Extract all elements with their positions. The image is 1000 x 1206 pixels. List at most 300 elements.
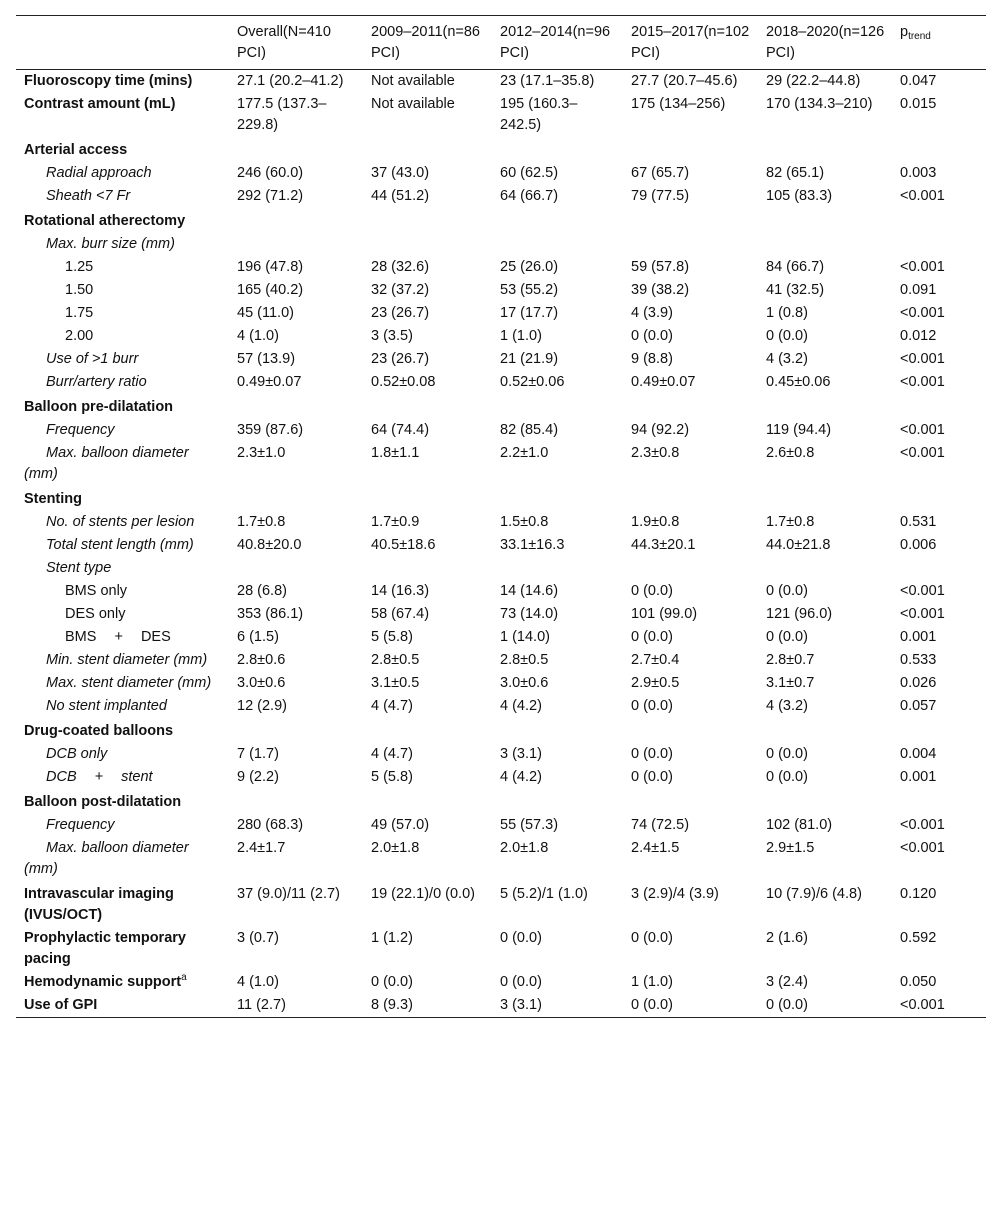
cell-overall: 28 (6.8) xyxy=(237,583,287,599)
cell-p-trend: <0.001 xyxy=(900,445,945,461)
cell-2015-2017: 3 (2.9)/4 (3.9) xyxy=(631,886,719,902)
cell-p-trend: 0.012 xyxy=(900,328,937,344)
cell-2018-2020: 10 (7.9)/6 (4.8) xyxy=(766,886,862,902)
cell-2015-2017: 2.4±1.5 xyxy=(631,840,680,856)
row-label xyxy=(16,718,229,743)
cell-2009-2011: 58 (67.4) xyxy=(371,606,430,622)
cell-2009-2011: 37 (43.0) xyxy=(371,165,430,181)
cell-p-trend: 0.047 xyxy=(900,73,937,89)
cell-p-trend: <0.001 xyxy=(900,351,945,367)
row-label-text: Rotational atherectomy xyxy=(24,213,186,229)
cell-2018-2020: 2 (1.6) xyxy=(766,930,808,946)
p-trend-main: p xyxy=(900,24,909,40)
cell-p-trend: 0.091 xyxy=(900,282,937,298)
cell-2012-2014 xyxy=(492,557,623,580)
cell-2018-2020: 82 (65.1) xyxy=(766,165,825,181)
row-label-text: Frequency xyxy=(46,817,115,833)
cell-2018-2020: 1 (0.8) xyxy=(766,305,808,321)
cell-2012-2014: 33.1±16.3 xyxy=(500,537,565,553)
cell-2012-2014: 25 (26.0) xyxy=(500,259,559,275)
cell-p-trend xyxy=(892,718,986,743)
cell-overall: 3.0±0.6 xyxy=(237,675,286,691)
cell-2015-2017: 9 (8.8) xyxy=(631,351,673,367)
cell-2009-2011: 3.1±0.5 xyxy=(371,675,420,691)
row-label xyxy=(16,580,229,603)
table-row xyxy=(16,442,986,486)
cell-2015-2017: 0 (0.0) xyxy=(631,746,673,762)
cell-2009-2011: 64 (74.4) xyxy=(371,422,430,438)
cell-p-trend xyxy=(892,789,986,814)
cell-2012-2014: 4 (4.2) xyxy=(500,769,542,785)
cell-2012-2014: 14 (14.6) xyxy=(500,583,559,599)
cell-2015-2017: 0 (0.0) xyxy=(631,698,673,714)
table-row xyxy=(16,325,986,348)
cell-overall: 6 (1.5) xyxy=(237,629,279,645)
cell-p-trend: 0.004 xyxy=(900,746,937,762)
cell-p-trend: <0.001 xyxy=(900,583,945,599)
cell-overall xyxy=(229,394,363,419)
cell-2009-2011: 1 (1.2) xyxy=(371,930,413,946)
row-label xyxy=(16,837,229,881)
row-label-text: Sheath <7 Fr xyxy=(46,188,131,204)
table-row xyxy=(16,208,986,233)
row-label-text: BMS only xyxy=(65,583,128,599)
header-cell-p-trend xyxy=(892,16,986,70)
cell-overall: 196 (47.8) xyxy=(237,259,304,275)
cell-2018-2020 xyxy=(758,789,892,814)
row-label-text: No stent implanted xyxy=(46,698,167,714)
cell-p-trend: 0.015 xyxy=(900,96,937,112)
cell-overall xyxy=(229,789,363,814)
row-label xyxy=(16,279,229,302)
row-label-text: 2.00 xyxy=(65,328,94,344)
cell-2009-2011: 2.8±0.5 xyxy=(371,652,420,668)
cell-2012-2014: 60 (62.5) xyxy=(500,165,559,181)
header-cell-2009-2011: 2009–2011(n=86 PCI) xyxy=(371,24,480,61)
table-row xyxy=(16,70,986,94)
cell-2015-2017: 2.3±0.8 xyxy=(631,445,680,461)
row-label xyxy=(16,626,229,649)
cell-2009-2011: 4 (4.7) xyxy=(371,698,413,714)
row-label xyxy=(16,743,229,766)
cell-2009-2011: 1.8±1.1 xyxy=(371,445,420,461)
cell-2015-2017: 0.49±0.07 xyxy=(631,374,696,390)
table-row xyxy=(16,580,986,603)
row-label-text: 1.25 xyxy=(65,259,94,275)
cell-p-trend: 0.006 xyxy=(900,537,937,553)
table-row xyxy=(16,93,986,137)
cell-2012-2014: 3 (3.1) xyxy=(500,746,542,762)
cell-2012-2014: 73 (14.0) xyxy=(500,606,559,622)
cell-2018-2020 xyxy=(758,718,892,743)
cell-2015-2017: 2.9±0.5 xyxy=(631,675,680,691)
table-row xyxy=(16,672,986,695)
row-label xyxy=(16,419,229,442)
cell-p-trend: 0.001 xyxy=(900,629,937,645)
cell-2012-2014: 17 (17.7) xyxy=(500,305,559,321)
cell-2018-2020 xyxy=(758,137,892,162)
cell-2015-2017 xyxy=(623,789,758,814)
cell-overall: 165 (40.2) xyxy=(237,282,304,298)
cell-p-trend: <0.001 xyxy=(900,817,945,833)
row-label xyxy=(16,233,229,256)
cell-2012-2014: 2.0±1.8 xyxy=(500,840,549,856)
cell-p-trend xyxy=(892,557,986,580)
row-label xyxy=(16,208,229,233)
cell-p-trend: <0.001 xyxy=(900,259,945,275)
row-label xyxy=(16,93,229,137)
cell-2012-2014: 3.0±0.6 xyxy=(500,675,549,691)
cell-2012-2014: 5 (5.2)/1 (1.0) xyxy=(500,886,588,902)
row-label-text: Contrast amount (mL) xyxy=(24,96,176,112)
row-label-text: Max. balloon diameter (mm) xyxy=(24,840,189,877)
cell-overall: 0.49±0.07 xyxy=(237,374,302,390)
cell-2018-2020: 0 (0.0) xyxy=(766,629,808,645)
cell-p-trend: <0.001 xyxy=(900,997,945,1013)
row-label-text: Max. burr size (mm) xyxy=(46,236,175,252)
row-label xyxy=(16,185,229,208)
row-label xyxy=(16,256,229,279)
cell-2012-2014 xyxy=(492,789,623,814)
cell-2015-2017: 1 (1.0) xyxy=(631,974,673,990)
cell-2015-2017: 74 (72.5) xyxy=(631,817,690,833)
cell-2018-2020: 41 (32.5) xyxy=(766,282,825,298)
row-label-text: Balloon pre-dilatation xyxy=(24,399,174,415)
cell-p-trend xyxy=(892,137,986,162)
cell-overall: 3 (0.7) xyxy=(237,930,279,946)
cell-overall: 57 (13.9) xyxy=(237,351,296,367)
row-label xyxy=(16,881,229,927)
table-body xyxy=(16,70,986,1018)
header-cell-2018-2020: 2018–2020(n=126 PCI) xyxy=(766,24,885,61)
procedural-characteristics-table xyxy=(16,15,986,1018)
cell-2009-2011: 23 (26.7) xyxy=(371,305,430,321)
cell-2018-2020 xyxy=(758,208,892,233)
table-row xyxy=(16,256,986,279)
cell-2015-2017: 101 (99.0) xyxy=(631,606,698,622)
cell-overall: 2.8±0.6 xyxy=(237,652,286,668)
cell-2009-2011: 14 (16.3) xyxy=(371,583,430,599)
row-label-text: Drug-coated balloons xyxy=(24,723,174,739)
cell-2009-2011 xyxy=(363,486,492,511)
row-label xyxy=(16,971,229,994)
row-label-text: Stent type xyxy=(46,560,112,576)
cell-p-trend: <0.001 xyxy=(900,422,945,438)
row-label-text: Balloon post-dilatation xyxy=(24,794,182,810)
cell-2015-2017: 94 (92.2) xyxy=(631,422,690,438)
cell-2015-2017 xyxy=(623,208,758,233)
cell-2018-2020: 2.6±0.8 xyxy=(766,445,815,461)
cell-2009-2011 xyxy=(363,718,492,743)
cell-2018-2020: 3 (2.4) xyxy=(766,974,808,990)
header-row xyxy=(16,16,986,70)
cell-2018-2020: 121 (96.0) xyxy=(766,606,833,622)
cell-2012-2014: 2.8±0.5 xyxy=(500,652,549,668)
cell-2012-2014: 1.5±0.8 xyxy=(500,514,549,530)
row-label-text: Hemodynamic support xyxy=(24,974,182,990)
cell-2015-2017: 0 (0.0) xyxy=(631,629,673,645)
cell-overall: 4 (1.0) xyxy=(237,328,279,344)
cell-2018-2020: 170 (134.3–210) xyxy=(766,96,873,112)
cell-2012-2014: 2.2±1.0 xyxy=(500,445,549,461)
cell-2015-2017 xyxy=(623,557,758,580)
cell-2012-2014: 0 (0.0) xyxy=(500,930,542,946)
header-cell-2012-2014: 2012–2014(n=96 PCI) xyxy=(500,24,611,61)
row-label xyxy=(16,371,229,394)
cell-2018-2020: 3.1±0.7 xyxy=(766,675,815,691)
row-label xyxy=(16,994,229,1018)
cell-2012-2014 xyxy=(492,137,623,162)
cell-overall: 27.1 (20.2–41.2) xyxy=(237,73,344,89)
row-label-text: No. of stents per lesion xyxy=(46,514,195,530)
cell-2012-2014 xyxy=(492,394,623,419)
cell-p-trend xyxy=(892,486,986,511)
cell-2015-2017 xyxy=(623,394,758,419)
cell-p-trend xyxy=(892,208,986,233)
cell-2018-2020: 102 (81.0) xyxy=(766,817,833,833)
cell-2015-2017 xyxy=(623,718,758,743)
cell-2018-2020: 0.45±0.06 xyxy=(766,374,831,390)
cell-2009-2011: 0.52±0.08 xyxy=(371,374,436,390)
cell-2015-2017: 0 (0.0) xyxy=(631,769,673,785)
table-row xyxy=(16,348,986,371)
header-cell-label xyxy=(16,16,229,70)
cell-2015-2017: 0 (0.0) xyxy=(631,328,673,344)
cell-2009-2011: 28 (32.6) xyxy=(371,259,430,275)
cell-2018-2020: 0 (0.0) xyxy=(766,746,808,762)
cell-2018-2020: 2.9±1.5 xyxy=(766,840,815,856)
cell-p-trend: 0.120 xyxy=(900,886,937,902)
cell-2018-2020: 2.8±0.7 xyxy=(766,652,815,668)
cell-2009-2011 xyxy=(363,233,492,256)
cell-2012-2014: 23 (17.1–35.8) xyxy=(500,73,595,89)
cell-2015-2017: 67 (65.7) xyxy=(631,165,690,181)
cell-p-trend: <0.001 xyxy=(900,305,945,321)
cell-overall xyxy=(229,486,363,511)
cell-overall: 40.8±20.0 xyxy=(237,537,302,553)
row-label-text: Arterial access xyxy=(24,142,128,158)
row-label-text: Use of GPI xyxy=(24,997,98,1013)
cell-2018-2020: 0 (0.0) xyxy=(766,328,808,344)
cell-2009-2011 xyxy=(363,208,492,233)
cell-2015-2017: 79 (77.5) xyxy=(631,188,690,204)
cell-2009-2011: 4 (4.7) xyxy=(371,746,413,762)
cell-2009-2011: 23 (26.7) xyxy=(371,351,430,367)
table-row xyxy=(16,302,986,325)
cell-2012-2014 xyxy=(492,718,623,743)
cell-2015-2017: 4 (3.9) xyxy=(631,305,673,321)
cell-2012-2014: 195 (160.3–242.5) xyxy=(500,96,578,133)
cell-p-trend: 0.001 xyxy=(900,769,937,785)
row-label xyxy=(16,70,229,94)
row-label xyxy=(16,766,229,789)
cell-overall: 292 (71.2) xyxy=(237,188,304,204)
row-label-text: Prophylactic temporary pacing xyxy=(24,930,186,967)
cell-2018-2020: 0 (0.0) xyxy=(766,583,808,599)
cell-2015-2017 xyxy=(623,233,758,256)
row-label-text: Use of >1 burr xyxy=(46,351,139,367)
cell-2009-2011: 8 (9.3) xyxy=(371,997,413,1013)
cell-2015-2017: 0 (0.0) xyxy=(631,997,673,1013)
row-label-text: Total stent length (mm) xyxy=(46,537,194,553)
table-row xyxy=(16,394,986,419)
cell-p-trend: 0.003 xyxy=(900,165,937,181)
cell-2012-2014: 82 (85.4) xyxy=(500,422,559,438)
cell-overall xyxy=(229,233,363,256)
cell-p-trend: <0.001 xyxy=(900,374,945,390)
cell-2018-2020 xyxy=(758,394,892,419)
cell-2015-2017 xyxy=(623,137,758,162)
cell-2009-2011: 5 (5.8) xyxy=(371,629,413,645)
table-row xyxy=(16,557,986,580)
row-label-text: Stenting xyxy=(24,491,82,507)
cell-2009-2011: 44 (51.2) xyxy=(371,188,430,204)
row-label-text: 1.75 xyxy=(65,305,94,321)
row-label xyxy=(16,789,229,814)
table-row xyxy=(16,185,986,208)
cell-p-trend xyxy=(892,233,986,256)
table-row xyxy=(16,371,986,394)
table-row xyxy=(16,626,986,649)
row-label xyxy=(16,442,229,486)
row-label xyxy=(16,162,229,185)
row-label-text: Fluoroscopy time (mins) xyxy=(24,73,193,89)
cell-overall: 280 (68.3) xyxy=(237,817,304,833)
table-row xyxy=(16,162,986,185)
cell-overall: 1.7±0.8 xyxy=(237,514,286,530)
table-row xyxy=(16,743,986,766)
row-label-text: DCB only xyxy=(46,746,108,762)
table-row xyxy=(16,534,986,557)
cell-p-trend xyxy=(892,394,986,419)
cell-2018-2020: 4 (3.2) xyxy=(766,698,808,714)
cell-overall xyxy=(229,137,363,162)
cell-overall: 177.5 (137.3–229.8) xyxy=(237,96,327,133)
cell-2009-2011 xyxy=(363,557,492,580)
cell-p-trend: 0.531 xyxy=(900,514,937,530)
cell-p-trend: 0.050 xyxy=(900,974,937,990)
cell-2018-2020: 29 (22.2–44.8) xyxy=(766,73,861,89)
row-label xyxy=(16,534,229,557)
cell-overall xyxy=(229,557,363,580)
table-row xyxy=(16,971,986,994)
cell-2018-2020: 4 (3.2) xyxy=(766,351,808,367)
cell-p-trend: <0.001 xyxy=(900,188,945,204)
cell-p-trend: 0.026 xyxy=(900,675,937,691)
row-label xyxy=(16,814,229,837)
table-header xyxy=(16,16,986,70)
table-row xyxy=(16,137,986,162)
cell-2012-2014: 0.52±0.06 xyxy=(500,374,565,390)
cell-overall: 2.3±1.0 xyxy=(237,445,286,461)
cell-2018-2020: 119 (94.4) xyxy=(766,422,832,438)
cell-overall xyxy=(229,208,363,233)
row-label xyxy=(16,394,229,419)
cell-2012-2014: 4 (4.2) xyxy=(500,698,542,714)
cell-2009-2011 xyxy=(363,137,492,162)
row-label-text: BMS + DES xyxy=(65,629,171,645)
row-label-text: Burr/artery ratio xyxy=(46,374,147,390)
row-label xyxy=(16,649,229,672)
cell-p-trend: <0.001 xyxy=(900,840,945,856)
row-label xyxy=(16,603,229,626)
row-label-superscript: a xyxy=(181,972,187,983)
cell-2009-2011: 40.5±18.6 xyxy=(371,537,436,553)
cell-2009-2011: 5 (5.8) xyxy=(371,769,413,785)
row-label xyxy=(16,325,229,348)
cell-2015-2017: 39 (38.2) xyxy=(631,282,690,298)
cell-p-trend: 0.057 xyxy=(900,698,937,714)
cell-2015-2017: 1.9±0.8 xyxy=(631,514,680,530)
cell-2012-2014: 0 (0.0) xyxy=(500,974,542,990)
cell-2009-2011 xyxy=(363,394,492,419)
row-label xyxy=(16,511,229,534)
cell-2009-2011: Not available xyxy=(371,73,455,89)
cell-2009-2011: 0 (0.0) xyxy=(371,974,413,990)
table-row xyxy=(16,994,986,1018)
table-row xyxy=(16,695,986,718)
cell-overall: 11 (2.7) xyxy=(237,997,286,1013)
cell-2018-2020 xyxy=(758,486,892,511)
row-label xyxy=(16,348,229,371)
row-label-text: Max. balloon diameter (mm) xyxy=(24,445,189,482)
table-row xyxy=(16,419,986,442)
cell-2015-2017: 44.3±20.1 xyxy=(631,537,696,553)
cell-2012-2014 xyxy=(492,486,623,511)
cell-overall xyxy=(229,718,363,743)
cell-2015-2017: 59 (57.8) xyxy=(631,259,690,275)
cell-2009-2011: 1.7±0.9 xyxy=(371,514,420,530)
cell-2018-2020: 0 (0.0) xyxy=(766,997,808,1013)
cell-overall: 9 (2.2) xyxy=(237,769,279,785)
cell-2009-2011: Not available xyxy=(371,96,455,112)
cell-2012-2014: 64 (66.7) xyxy=(500,188,559,204)
row-label xyxy=(16,557,229,580)
cell-2018-2020 xyxy=(758,557,892,580)
cell-2009-2011: 19 (22.1)/0 (0.0) xyxy=(371,886,475,902)
table-row xyxy=(16,718,986,743)
cell-2012-2014: 53 (55.2) xyxy=(500,282,559,298)
table-row xyxy=(16,766,986,789)
cell-overall: 37 (9.0)/11 (2.7) xyxy=(237,886,340,902)
cell-overall: 45 (11.0) xyxy=(237,305,294,321)
row-label xyxy=(16,672,229,695)
cell-overall: 12 (2.9) xyxy=(237,698,287,714)
p-trend-subscript: trend xyxy=(908,31,931,42)
table-row xyxy=(16,279,986,302)
table-row xyxy=(16,233,986,256)
table-row xyxy=(16,603,986,626)
cell-overall: 353 (86.1) xyxy=(237,606,304,622)
row-label xyxy=(16,486,229,511)
cell-2012-2014: 3 (3.1) xyxy=(500,997,542,1013)
row-label xyxy=(16,927,229,971)
cell-2009-2011: 49 (57.0) xyxy=(371,817,430,833)
cell-2018-2020: 105 (83.3) xyxy=(766,188,833,204)
cell-2018-2020: 84 (66.7) xyxy=(766,259,825,275)
cell-2015-2017 xyxy=(623,486,758,511)
row-label-text: Frequency xyxy=(46,422,115,438)
cell-2012-2014: 1 (1.0) xyxy=(500,328,542,344)
row-label-text: Radial approach xyxy=(46,165,152,181)
table-row xyxy=(16,486,986,511)
cell-p-trend: 0.533 xyxy=(900,652,937,668)
cell-overall: 246 (60.0) xyxy=(237,165,304,181)
cell-2012-2014 xyxy=(492,233,623,256)
cell-2009-2011: 32 (37.2) xyxy=(371,282,430,298)
cell-2009-2011 xyxy=(363,789,492,814)
cell-2015-2017: 175 (134–256) xyxy=(631,96,726,112)
